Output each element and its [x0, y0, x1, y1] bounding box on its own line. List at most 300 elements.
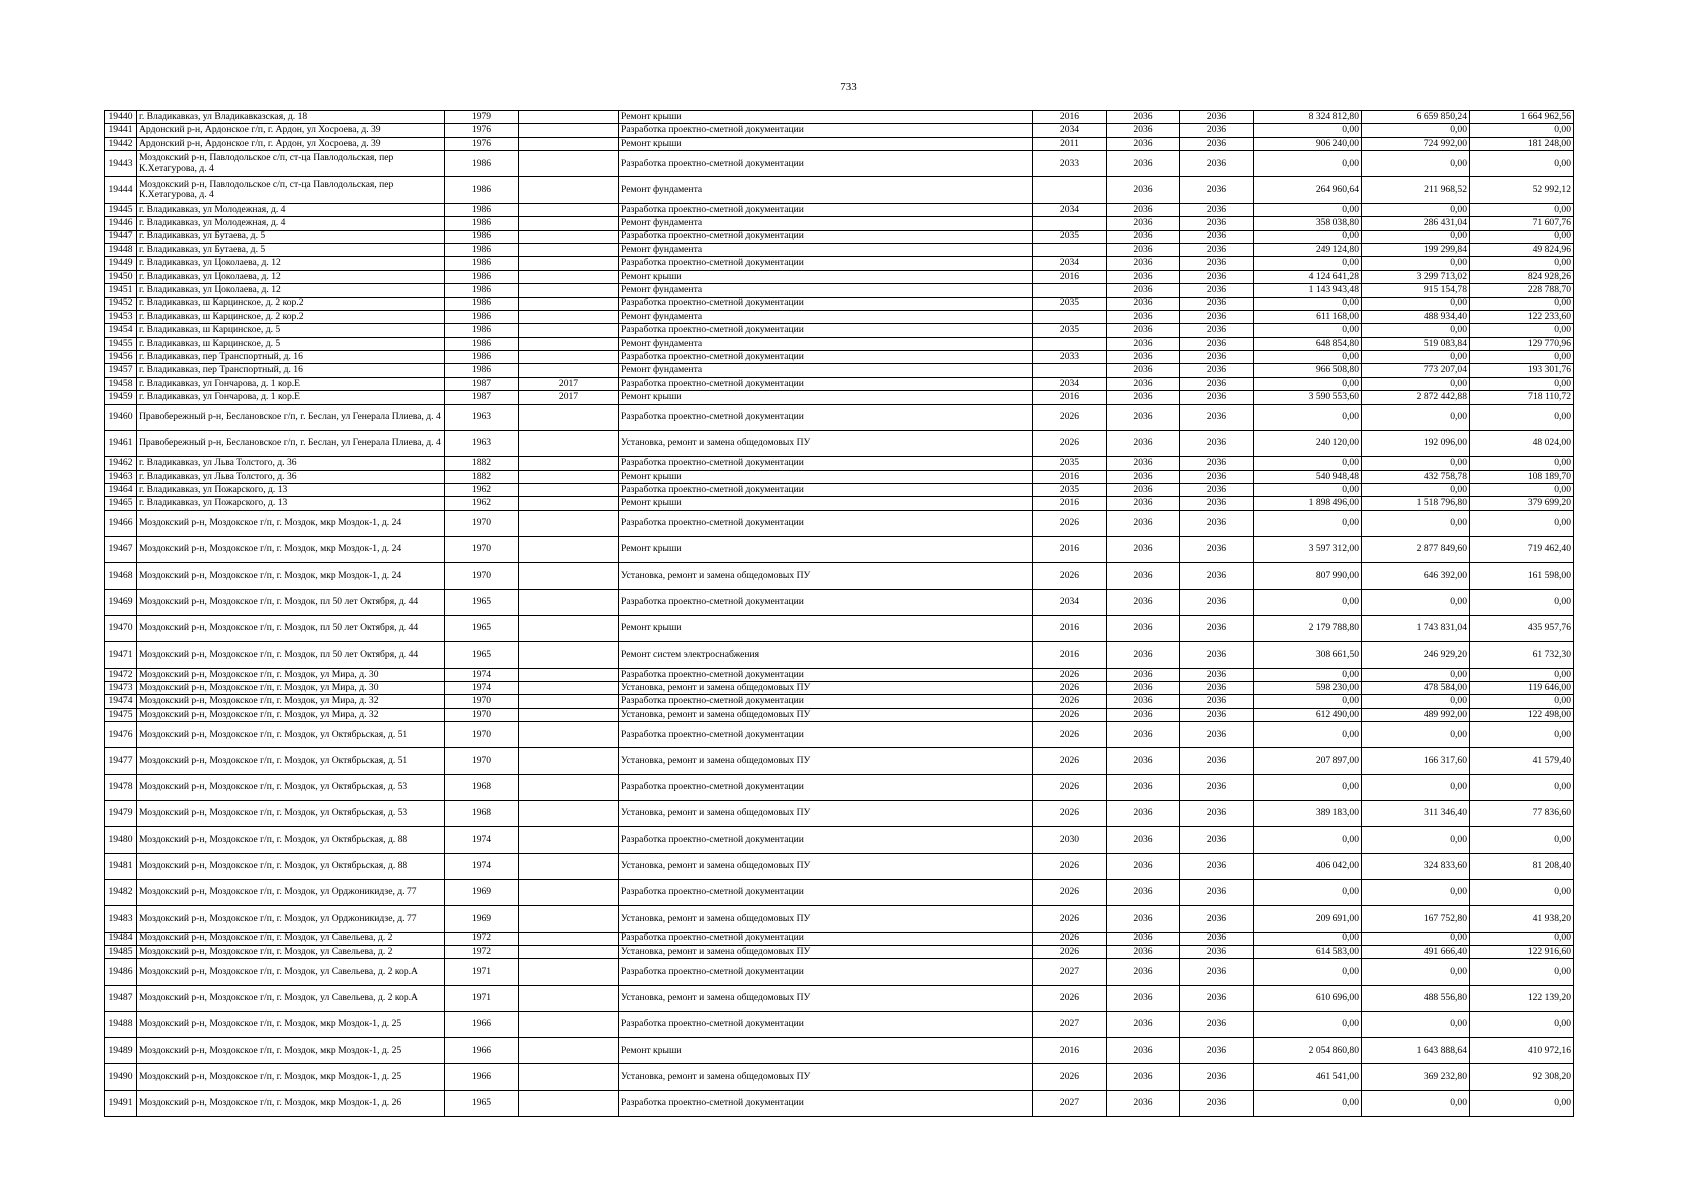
cost-part2-cell: 61 732,30 [1470, 642, 1574, 668]
plan-end-cell: 2036 [1180, 270, 1254, 283]
year-cell: 2016 [1033, 111, 1107, 124]
cost-part2-cell: 0,00 [1470, 827, 1574, 853]
extra-year-cell: 2017 [519, 377, 619, 390]
work-type-cell: Ремонт крыши [619, 470, 1033, 483]
table-row [105, 668, 1574, 681]
plan-start-cell: 2036 [1107, 297, 1180, 310]
cost-part2-cell: 81 208,40 [1470, 853, 1574, 879]
address-cell: Ардонский р-н, Ардонское г/п, г. Ардон, ул Хосроева, д. 39 [137, 124, 445, 137]
build-year-cell: 1986 [445, 364, 519, 377]
row-number-cell: 19461 [105, 430, 137, 456]
plan-start-cell: 2036 [1107, 257, 1180, 270]
cost-part1-cell: 0,00 [1362, 404, 1470, 430]
cost-part2-cell: 824 928,26 [1470, 270, 1574, 283]
row-number-cell: 19446 [105, 217, 137, 230]
plan-end-cell: 2036 [1180, 945, 1254, 958]
row-number-cell: 19475 [105, 708, 137, 721]
extra-year-cell [519, 1011, 619, 1037]
build-year-cell: 1972 [445, 945, 519, 958]
year-cell: 2034 [1033, 377, 1107, 390]
cost-part1-cell: 489 992,00 [1362, 708, 1470, 721]
total-cost-cell: 8 324 812,80 [1254, 111, 1362, 124]
total-cost-cell: 0,00 [1254, 510, 1362, 536]
plan-start-cell: 2036 [1107, 124, 1180, 137]
cost-part2-cell: 122 916,60 [1470, 945, 1574, 958]
plan-end-cell: 2036 [1180, 151, 1254, 177]
extra-year-cell [519, 484, 619, 497]
year-cell: 2034 [1033, 257, 1107, 270]
build-year-cell: 1976 [445, 137, 519, 150]
plan-end-cell: 2036 [1180, 774, 1254, 800]
build-year-cell: 1969 [445, 879, 519, 905]
plan-start-cell: 2036 [1107, 337, 1180, 350]
address-cell: Правобережный р-н, Беслановское г/п, г. Беслан, ул Генерала Плиева, д. 4 [137, 404, 445, 430]
extra-year-cell [519, 589, 619, 615]
total-cost-cell: 906 240,00 [1254, 137, 1362, 150]
year-cell: 2035 [1033, 230, 1107, 243]
address-cell: г. Владикавказ, ул Цоколаева, д. 12 [137, 270, 445, 283]
plan-start-cell: 2036 [1107, 1064, 1180, 1090]
build-year-cell: 1986 [445, 310, 519, 323]
extra-year-cell [519, 537, 619, 563]
extra-year-cell [519, 351, 619, 364]
build-year-cell: 1969 [445, 906, 519, 932]
year-cell: 2026 [1033, 801, 1107, 827]
row-number-cell: 19491 [105, 1090, 137, 1116]
extra-year-cell [519, 1064, 619, 1090]
plan-start-cell: 2036 [1107, 537, 1180, 563]
address-cell: Моздокский р-н, Моздокское г/п, г. Моздок, ул Савельева, д. 2 [137, 945, 445, 958]
build-year-cell: 1986 [445, 230, 519, 243]
plan-end-cell: 2036 [1180, 484, 1254, 497]
total-cost-cell: 0,00 [1254, 151, 1362, 177]
year-cell: 2016 [1033, 391, 1107, 404]
plan-start-cell: 2036 [1107, 457, 1180, 470]
extra-year-cell [519, 722, 619, 748]
extra-year-cell [519, 510, 619, 536]
address-cell: Моздокский р-н, Моздокское г/п, г. Моздок, ул Савельева, д. 2 кор.А [137, 959, 445, 985]
total-cost-cell: 1 143 943,48 [1254, 284, 1362, 297]
cost-part1-cell: 0,00 [1362, 457, 1470, 470]
plan-start-cell: 2036 [1107, 642, 1180, 668]
plan-end-cell: 2036 [1180, 722, 1254, 748]
cost-part2-cell: 718 110,72 [1470, 391, 1574, 404]
row-number-cell: 19473 [105, 681, 137, 694]
plan-start-cell: 2036 [1107, 879, 1180, 905]
table-row [105, 563, 1574, 589]
extra-year-cell [519, 945, 619, 958]
plan-end-cell: 2036 [1180, 959, 1254, 985]
table-row [105, 681, 1574, 694]
table-row [105, 642, 1574, 668]
table-row [105, 695, 1574, 708]
year-cell: 2035 [1033, 324, 1107, 337]
total-cost-cell: 807 990,00 [1254, 563, 1362, 589]
extra-year-cell [519, 1038, 619, 1064]
year-cell: 2034 [1033, 203, 1107, 216]
address-cell: Ардонский р-н, Ардонское г/п, г. Ардон, ул Хосроева, д. 39 [137, 137, 445, 150]
total-cost-cell: 0,00 [1254, 774, 1362, 800]
plan-end-cell: 2036 [1180, 137, 1254, 150]
total-cost-cell: 0,00 [1254, 722, 1362, 748]
plan-start-cell: 2036 [1107, 589, 1180, 615]
build-year-cell: 1882 [445, 457, 519, 470]
extra-year-cell [519, 430, 619, 456]
total-cost-cell: 648 854,80 [1254, 337, 1362, 350]
cost-part2-cell: 92 308,20 [1470, 1064, 1574, 1090]
table-row [105, 324, 1574, 337]
plan-start-cell: 2036 [1107, 243, 1180, 256]
cost-part1-cell: 166 317,60 [1362, 748, 1470, 774]
cost-part1-cell: 0,00 [1362, 879, 1470, 905]
cost-part2-cell: 0,00 [1470, 377, 1574, 390]
year-cell: 2033 [1033, 151, 1107, 177]
work-type-cell: Разработка проектно-сметной документации [619, 722, 1033, 748]
cost-part2-cell: 410 972,16 [1470, 1038, 1574, 1064]
table-row [105, 177, 1574, 203]
plan-end-cell: 2036 [1180, 906, 1254, 932]
work-type-cell: Разработка проектно-сметной документации [619, 124, 1033, 137]
address-cell: Моздокский р-н, Моздокское г/п, г. Моздок, мкр Моздок-1, д. 24 [137, 563, 445, 589]
cost-part1-cell: 0,00 [1362, 1011, 1470, 1037]
row-number-cell: 19440 [105, 111, 137, 124]
address-cell: г. Владикавказ, ул Пожарского, д. 13 [137, 484, 445, 497]
row-number-cell: 19455 [105, 337, 137, 350]
cost-part1-cell: 0,00 [1362, 257, 1470, 270]
plan-start-cell: 2036 [1107, 801, 1180, 827]
row-number-cell: 19480 [105, 827, 137, 853]
work-type-cell: Ремонт фундамента [619, 217, 1033, 230]
table-row [105, 774, 1574, 800]
total-cost-cell: 3 597 312,00 [1254, 537, 1362, 563]
extra-year-cell [519, 879, 619, 905]
address-cell: Моздокский р-н, Моздокское г/п, г. Моздок, ул Мира, д. 32 [137, 695, 445, 708]
year-cell: 2026 [1033, 668, 1107, 681]
year-cell: 2016 [1033, 497, 1107, 510]
extra-year-cell [519, 985, 619, 1011]
plan-start-cell: 2036 [1107, 391, 1180, 404]
total-cost-cell: 264 960,64 [1254, 177, 1362, 203]
build-year-cell: 1965 [445, 589, 519, 615]
plan-end-cell: 2036 [1180, 257, 1254, 270]
cost-part2-cell: 0,00 [1470, 230, 1574, 243]
table-row [105, 124, 1574, 137]
year-cell: 2027 [1033, 1011, 1107, 1037]
total-cost-cell: 308 661,50 [1254, 642, 1362, 668]
build-year-cell: 1974 [445, 681, 519, 694]
cost-part1-cell: 432 758,78 [1362, 470, 1470, 483]
year-cell: 2027 [1033, 1090, 1107, 1116]
cost-part1-cell: 0,00 [1362, 695, 1470, 708]
table-row [105, 722, 1574, 748]
year-cell: 2026 [1033, 722, 1107, 748]
cost-part1-cell: 0,00 [1362, 774, 1470, 800]
row-number-cell: 19465 [105, 497, 137, 510]
build-year-cell: 1986 [445, 337, 519, 350]
work-type-cell: Установка, ремонт и замена общедомовых ПУ [619, 853, 1033, 879]
plan-start-cell: 2036 [1107, 748, 1180, 774]
cost-part2-cell: 0,00 [1470, 257, 1574, 270]
plan-end-cell: 2036 [1180, 364, 1254, 377]
build-year-cell: 1971 [445, 959, 519, 985]
plan-end-cell: 2036 [1180, 404, 1254, 430]
year-cell [1033, 243, 1107, 256]
address-cell: г. Владикавказ, ш Карцинское, д. 2 кор.2 [137, 297, 445, 310]
total-cost-cell: 249 124,80 [1254, 243, 1362, 256]
row-number-cell: 19479 [105, 801, 137, 827]
cost-part1-cell: 491 666,40 [1362, 945, 1470, 958]
year-cell: 2016 [1033, 470, 1107, 483]
work-type-cell: Ремонт крыши [619, 111, 1033, 124]
cost-part2-cell: 0,00 [1470, 297, 1574, 310]
work-type-cell: Разработка проектно-сметной документации [619, 1011, 1033, 1037]
plan-end-cell: 2036 [1180, 377, 1254, 390]
build-year-cell: 1974 [445, 853, 519, 879]
plan-start-cell: 2036 [1107, 111, 1180, 124]
plan-start-cell: 2036 [1107, 151, 1180, 177]
address-cell: Моздокский р-н, Моздокское г/п, г. Моздок, пл 50 лет Октября, д. 44 [137, 615, 445, 641]
year-cell: 2026 [1033, 879, 1107, 905]
build-year-cell: 1970 [445, 563, 519, 589]
address-cell: г. Владикавказ, пер Транспортный, д. 16 [137, 364, 445, 377]
cost-part2-cell: 0,00 [1470, 404, 1574, 430]
address-cell: Моздокский р-н, Моздокское г/п, г. Моздок, ул Мира, д. 30 [137, 681, 445, 694]
total-cost-cell: 358 038,80 [1254, 217, 1362, 230]
total-cost-cell: 0,00 [1254, 257, 1362, 270]
work-type-cell: Установка, ремонт и замена общедомовых ПУ [619, 748, 1033, 774]
plan-end-cell: 2036 [1180, 932, 1254, 945]
extra-year-cell [519, 853, 619, 879]
work-type-cell: Установка, ремонт и замена общедомовых ПУ [619, 1064, 1033, 1090]
plan-end-cell: 2036 [1180, 668, 1254, 681]
year-cell: 2030 [1033, 827, 1107, 853]
build-year-cell: 1882 [445, 470, 519, 483]
plan-end-cell: 2036 [1180, 111, 1254, 124]
cost-part1-cell: 324 833,60 [1362, 853, 1470, 879]
work-type-cell: Ремонт фундамента [619, 310, 1033, 323]
plan-end-cell: 2036 [1180, 430, 1254, 456]
table-row [105, 945, 1574, 958]
year-cell: 2026 [1033, 430, 1107, 456]
cost-part2-cell: 122 139,20 [1470, 985, 1574, 1011]
address-cell: Моздокский р-н, Моздокское г/п, г. Моздок, мкр Моздок-1, д. 25 [137, 1038, 445, 1064]
table-row [105, 351, 1574, 364]
plan-end-cell: 2036 [1180, 177, 1254, 203]
work-type-cell: Разработка проектно-сметной документации [619, 324, 1033, 337]
year-cell: 2026 [1033, 708, 1107, 721]
address-cell: Моздокский р-н, Павлодольское с/п, ст-ца Павлодольская, пер К.Хетагурова, д. 4 [137, 177, 445, 203]
build-year-cell: 1986 [445, 284, 519, 297]
extra-year-cell [519, 615, 619, 641]
year-cell: 2016 [1033, 615, 1107, 641]
work-type-cell: Ремонт крыши [619, 1038, 1033, 1064]
row-number-cell: 19464 [105, 484, 137, 497]
build-year-cell: 1986 [445, 151, 519, 177]
table-row [105, 391, 1574, 404]
total-cost-cell: 0,00 [1254, 484, 1362, 497]
plan-end-cell: 2036 [1180, 124, 1254, 137]
plan-start-cell: 2036 [1107, 430, 1180, 456]
address-cell: Моздокский р-н, Моздокское г/п, г. Моздок, мкр Моздок-1, д. 26 [137, 1090, 445, 1116]
row-number-cell: 19468 [105, 563, 137, 589]
extra-year-cell [519, 932, 619, 945]
row-number-cell: 19485 [105, 945, 137, 958]
table-row [105, 748, 1574, 774]
plan-end-cell: 2036 [1180, 1038, 1254, 1064]
row-number-cell: 19444 [105, 177, 137, 203]
cost-part2-cell: 0,00 [1470, 124, 1574, 137]
work-type-cell: Разработка проектно-сметной документации [619, 827, 1033, 853]
extra-year-cell [519, 827, 619, 853]
year-cell: 2026 [1033, 748, 1107, 774]
work-type-cell: Разработка проектно-сметной документации [619, 510, 1033, 536]
cost-part2-cell: 119 646,00 [1470, 681, 1574, 694]
plan-start-cell: 2036 [1107, 404, 1180, 430]
total-cost-cell: 0,00 [1254, 203, 1362, 216]
address-cell: г. Владикавказ, ул Льва Толстого, д. 36 [137, 470, 445, 483]
build-year-cell: 1970 [445, 748, 519, 774]
work-type-cell: Установка, ремонт и замена общедомовых ПУ [619, 801, 1033, 827]
work-type-cell: Ремонт фундамента [619, 337, 1033, 350]
total-cost-cell: 0,00 [1254, 879, 1362, 905]
work-type-cell: Разработка проектно-сметной документации [619, 297, 1033, 310]
year-cell: 2026 [1033, 906, 1107, 932]
plan-start-cell: 2036 [1107, 1090, 1180, 1116]
total-cost-cell: 966 508,80 [1254, 364, 1362, 377]
extra-year-cell [519, 497, 619, 510]
row-number-cell: 19482 [105, 879, 137, 905]
plan-end-cell: 2036 [1180, 563, 1254, 589]
plan-start-cell: 2036 [1107, 497, 1180, 510]
cost-part1-cell: 0,00 [1362, 510, 1470, 536]
row-number-cell: 19456 [105, 351, 137, 364]
plan-start-cell: 2036 [1107, 959, 1180, 985]
cost-part2-cell: 228 788,70 [1470, 284, 1574, 297]
address-cell: г. Владикавказ, ул Молодежная, д. 4 [137, 217, 445, 230]
build-year-cell: 1962 [445, 484, 519, 497]
work-type-cell: Разработка проектно-сметной документации [619, 879, 1033, 905]
table-row [105, 484, 1574, 497]
address-cell: г. Владикавказ, ул Бутаева, д. 5 [137, 243, 445, 256]
plan-start-cell: 2036 [1107, 563, 1180, 589]
plan-start-cell: 2036 [1107, 484, 1180, 497]
address-cell: Моздокский р-н, Моздокское г/п, г. Моздок, мкр Моздок-1, д. 25 [137, 1011, 445, 1037]
extra-year-cell [519, 270, 619, 283]
plan-start-cell: 2036 [1107, 351, 1180, 364]
cost-part1-cell: 211 968,52 [1362, 177, 1470, 203]
extra-year-cell [519, 470, 619, 483]
table-row [105, 297, 1574, 310]
work-type-cell: Установка, ремонт и замена общедомовых ПУ [619, 708, 1033, 721]
cost-part1-cell: 0,00 [1362, 351, 1470, 364]
cost-part2-cell: 0,00 [1470, 484, 1574, 497]
build-year-cell: 1963 [445, 430, 519, 456]
cost-part1-cell: 286 431,04 [1362, 217, 1470, 230]
plan-start-cell: 2036 [1107, 1038, 1180, 1064]
cost-part1-cell: 369 232,80 [1362, 1064, 1470, 1090]
plan-start-cell: 2036 [1107, 364, 1180, 377]
extra-year-cell [519, 642, 619, 668]
extra-year-cell [519, 257, 619, 270]
build-year-cell: 1965 [445, 642, 519, 668]
cost-part1-cell: 167 752,80 [1362, 906, 1470, 932]
extra-year-cell [519, 297, 619, 310]
page-number: 733 [840, 81, 857, 93]
build-year-cell: 1965 [445, 1090, 519, 1116]
build-year-cell: 1963 [445, 404, 519, 430]
plan-start-cell: 2036 [1107, 1011, 1180, 1037]
work-type-cell: Разработка проектно-сметной документации [619, 932, 1033, 945]
extra-year-cell [519, 124, 619, 137]
table-row [105, 337, 1574, 350]
work-type-cell: Разработка проектно-сметной документации [619, 484, 1033, 497]
row-number-cell: 19443 [105, 151, 137, 177]
plan-start-cell: 2036 [1107, 932, 1180, 945]
cost-part1-cell: 0,00 [1362, 203, 1470, 216]
build-year-cell: 1986 [445, 177, 519, 203]
cost-part2-cell: 0,00 [1470, 151, 1574, 177]
cost-part2-cell: 49 824,96 [1470, 243, 1574, 256]
plan-end-cell: 2036 [1180, 243, 1254, 256]
cost-part2-cell: 129 770,96 [1470, 337, 1574, 350]
build-year-cell: 1966 [445, 1038, 519, 1064]
cost-part1-cell: 478 584,00 [1362, 681, 1470, 694]
extra-year-cell [519, 137, 619, 150]
total-cost-cell: 0,00 [1254, 230, 1362, 243]
year-cell: 2011 [1033, 137, 1107, 150]
address-cell: г. Владикавказ, ул Цоколаева, д. 12 [137, 284, 445, 297]
year-cell: 2016 [1033, 642, 1107, 668]
cost-part1-cell: 311 346,40 [1362, 801, 1470, 827]
cost-part2-cell: 0,00 [1470, 959, 1574, 985]
cost-part2-cell: 435 957,76 [1470, 615, 1574, 641]
address-cell: г. Владикавказ, ул Цоколаева, д. 12 [137, 257, 445, 270]
work-type-cell: Ремонт фундамента [619, 284, 1033, 297]
total-cost-cell: 0,00 [1254, 377, 1362, 390]
extra-year-cell [519, 284, 619, 297]
build-year-cell: 1987 [445, 377, 519, 390]
address-cell: Моздокский р-н, Моздокское г/п, г. Моздок, ул Савельева, д. 2 [137, 932, 445, 945]
cost-part1-cell: 488 556,80 [1362, 985, 1470, 1011]
cost-part1-cell: 915 154,78 [1362, 284, 1470, 297]
build-year-cell: 1986 [445, 243, 519, 256]
plan-end-cell: 2036 [1180, 217, 1254, 230]
table-row [105, 879, 1574, 905]
address-cell: г. Владикавказ, ш Карцинское, д. 5 [137, 337, 445, 350]
build-year-cell: 1986 [445, 270, 519, 283]
plan-start-cell: 2036 [1107, 695, 1180, 708]
cost-part1-cell: 2 877 849,60 [1362, 537, 1470, 563]
plan-end-cell: 2036 [1180, 642, 1254, 668]
table-row [105, 230, 1574, 243]
registry-body [105, 111, 1574, 1117]
total-cost-cell: 0,00 [1254, 589, 1362, 615]
total-cost-cell: 0,00 [1254, 668, 1362, 681]
total-cost-cell: 0,00 [1254, 351, 1362, 364]
table-row [105, 801, 1574, 827]
year-cell: 2035 [1033, 457, 1107, 470]
extra-year-cell [519, 959, 619, 985]
work-type-cell: Разработка проектно-сметной документации [619, 377, 1033, 390]
plan-start-cell: 2036 [1107, 906, 1180, 932]
extra-year-cell [519, 151, 619, 177]
table-row [105, 137, 1574, 150]
plan-end-cell: 2036 [1180, 695, 1254, 708]
row-number-cell: 19450 [105, 270, 137, 283]
work-type-cell: Разработка проектно-сметной документации [619, 351, 1033, 364]
total-cost-cell: 0,00 [1254, 404, 1362, 430]
plan-start-cell: 2036 [1107, 203, 1180, 216]
